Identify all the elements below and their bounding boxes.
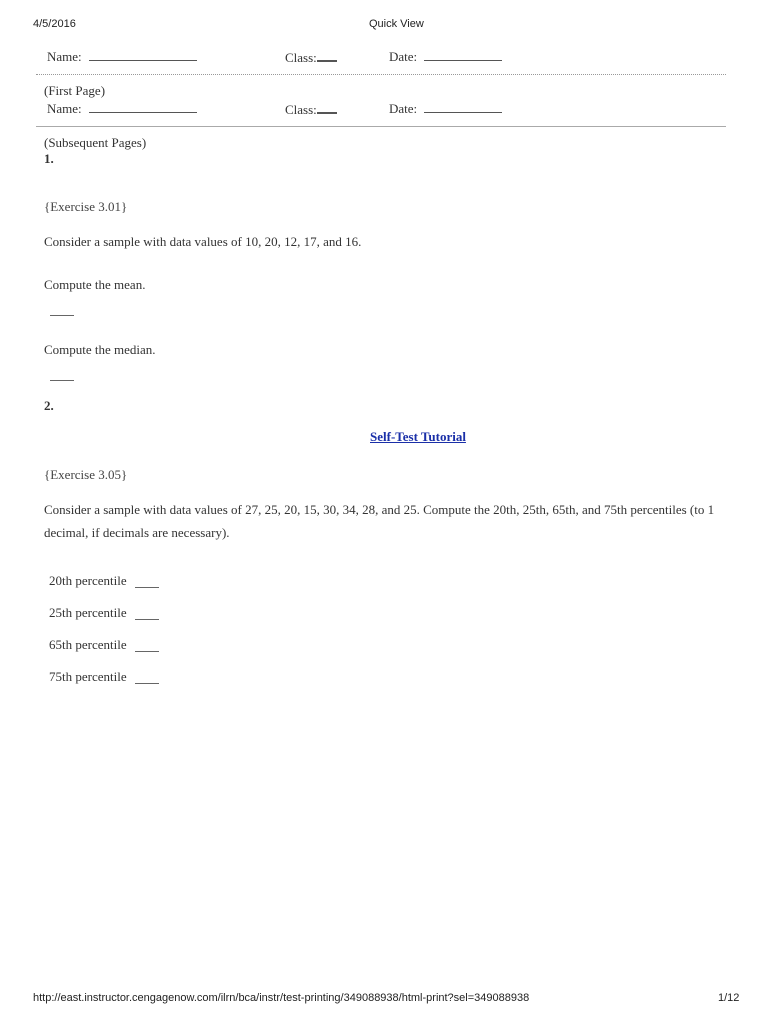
class-label: Class: (285, 102, 317, 117)
percentile-row (49, 637, 127, 653)
percentile-answer-blank[interactable] (135, 639, 159, 657)
date-label: Date: (389, 101, 418, 116)
percentile-answer-blank[interactable] (135, 575, 159, 593)
percentile-row (49, 605, 127, 621)
percentile-label: 75th percentile (49, 669, 127, 684)
percentile-answer-blank[interactable] (135, 671, 159, 689)
median-answer-blank[interactable] (50, 368, 74, 386)
name-blank (89, 101, 197, 113)
first-page-date-row (389, 49, 502, 65)
print-title: Quick View (369, 18, 424, 30)
mean-answer-blank[interactable] (50, 303, 74, 321)
first-page-name-row (47, 49, 197, 65)
subsequent-name-row (47, 101, 197, 117)
first-page-note: (First Page) (44, 83, 106, 98)
exercise-tag: {Exercise 3.05} (44, 467, 128, 482)
percentile-row (49, 669, 127, 685)
percentile-label: 25th percentile (49, 605, 127, 620)
name-label: Name: (47, 101, 82, 116)
page-number: 1/12 (718, 992, 740, 1004)
name-label: Name: (47, 49, 82, 64)
question-number: 2. (44, 398, 54, 413)
name-blank (89, 49, 197, 61)
part-label: Compute the mean. (44, 277, 146, 292)
first-page-class-row (285, 49, 337, 66)
print-url: http://east.instructor.cengagenow.com/ilrn/bca/instr/test-printing/349088938/html-print?sel=349088938 (33, 992, 530, 1004)
percentile-label: 20th percentile (49, 573, 127, 588)
class-label: Class: (285, 50, 317, 65)
self-test-tutorial-link[interactable]: Self-Test Tutorial (370, 429, 466, 444)
subsequent-date-row (389, 101, 502, 117)
print-date: 4/5/2016 (33, 18, 76, 30)
date-blank (424, 101, 502, 113)
class-blank (317, 49, 337, 62)
dotted-divider (36, 74, 726, 75)
solid-divider (36, 126, 726, 127)
subsequent-pages-note: (Subsequent Pages) (44, 135, 147, 150)
percentile-row (49, 573, 127, 589)
date-label: Date: (389, 49, 418, 64)
percentile-answer-blank[interactable] (135, 607, 159, 625)
exercise-tag: {Exercise 3.01} (44, 199, 128, 214)
question-prompt: Consider a sample with data values of 27, 25, 20, 15, 30, 34, 28, and 25. Compute the 20th, 25th, 65th, and 75th percentiles (to 1 decimal, if decimals are necessary). (44, 502, 715, 540)
class-blank (317, 101, 337, 114)
part-label: Compute the median. (44, 342, 156, 357)
question-prompt: Consider a sample with data values of 10, 20, 12, 17, and 16. (44, 234, 362, 249)
subsequent-class-row (285, 101, 337, 118)
question-number: 1. (44, 151, 54, 166)
percentile-label: 65th percentile (49, 637, 127, 652)
date-blank (424, 49, 502, 61)
